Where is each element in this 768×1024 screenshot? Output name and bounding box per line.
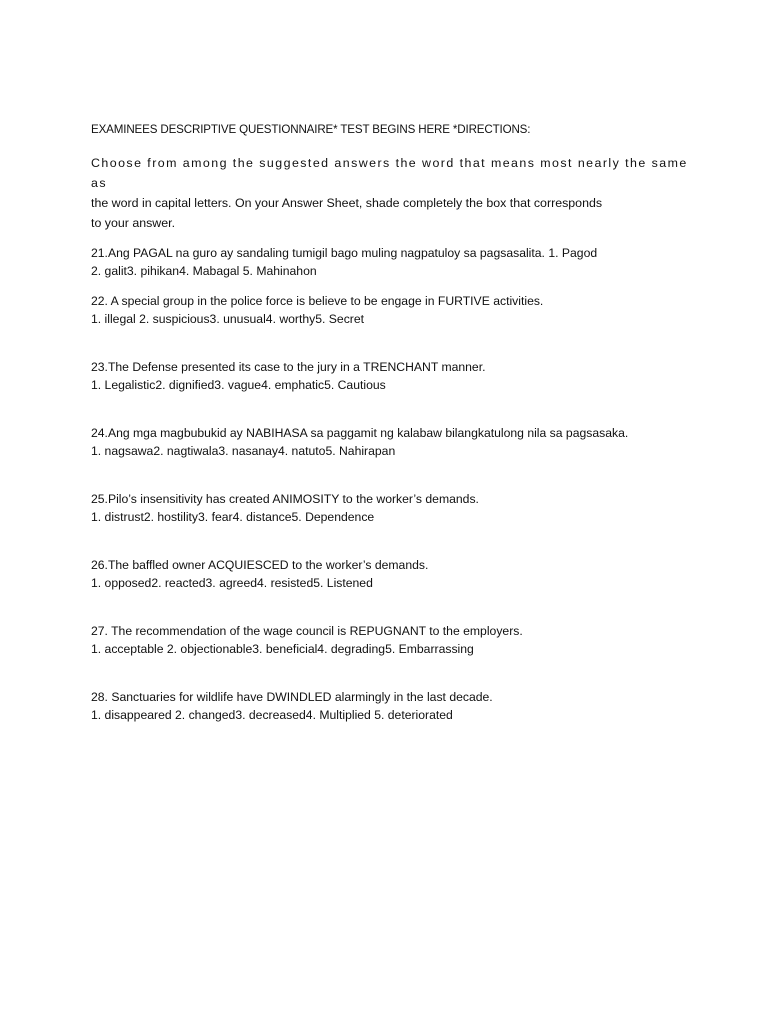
- question-27: [91, 622, 691, 658]
- question-stem: 27. The recommendation of the wage council is REPUGNANT to the employers.: [91, 624, 523, 638]
- document-content: [91, 123, 691, 724]
- question-choices: 1. Legalistic2. dignified3. vague4. emphatic5. Cautious: [91, 378, 386, 392]
- question-choices: 1. opposed2. reacted3. agreed4. resisted5. Listened: [91, 576, 373, 590]
- question-28: [91, 688, 691, 724]
- directions-line-1: Choose from among the suggested answers the word that means most nearly the same as: [91, 156, 688, 190]
- question-choices: 1. disappeared 2. changed3. decreased4. Multiplied 5. deteriorated: [91, 708, 453, 722]
- question-stem: 23.The Defense presented its case to the jury in a TRENCHANT manner.: [91, 360, 486, 374]
- question-choices: 1. acceptable 2. objectionable3. beneficial4. degrading5. Embarrassing: [91, 642, 474, 656]
- question-26: [91, 556, 691, 592]
- question-choices: 1. illegal 2. suspicious3. unusual4. worthy5. Secret: [91, 312, 365, 326]
- question-choices: 2. galit3. pihikan4. Mabagal 5. Mahinahon: [91, 264, 317, 278]
- question-24: [91, 424, 691, 460]
- question-25: [91, 490, 691, 526]
- question-21: [91, 244, 691, 280]
- question-stem: 25.Pilo’s insensitivity has created ANIMOSITY to the worker’s demands.: [91, 492, 479, 506]
- question-choices: 1. nagsawa2. nagtiwala3. nasanay4. natuto5. Nahirapan: [91, 444, 396, 458]
- question-23: [91, 358, 691, 394]
- question-stem: 21.Ang PAGAL na guro ay sandaling tumigil bago muling nagpatuloy sa pagsasalita. 1. Pagod: [91, 246, 598, 260]
- question-stem: 22. A special group in the police force is believe to be engage in FURTIVE activities.: [91, 294, 544, 308]
- question-stem: 24.Ang mga magbubukid ay NABIHASA sa paggamit ng kalabaw bilangkatulong nila sa pagsasaka.: [91, 426, 629, 440]
- question-choices: 1. distrust2. hostility3. fear4. distance5. Dependence: [91, 510, 375, 524]
- question-stem: 28. Sanctuaries for wildlife have DWINDLED alarmingly in the last decade.: [91, 690, 493, 704]
- question-22: [91, 292, 691, 328]
- question-stem: 26.The baffled owner ACQUIESCED to the worker’s demands.: [91, 558, 429, 572]
- directions-paragraph: [91, 153, 691, 233]
- questionnaire-heading: EXAMINEES DESCRIPTIVE QUESTIONNAIRE* TEST BEGINS HERE *DIRECTIONS:: [91, 123, 531, 136]
- directions-line-3: to your answer.: [91, 216, 176, 230]
- directions-line-2: the word in capital letters. On your Answer Sheet, shade completely the box that corresponds: [91, 196, 603, 210]
